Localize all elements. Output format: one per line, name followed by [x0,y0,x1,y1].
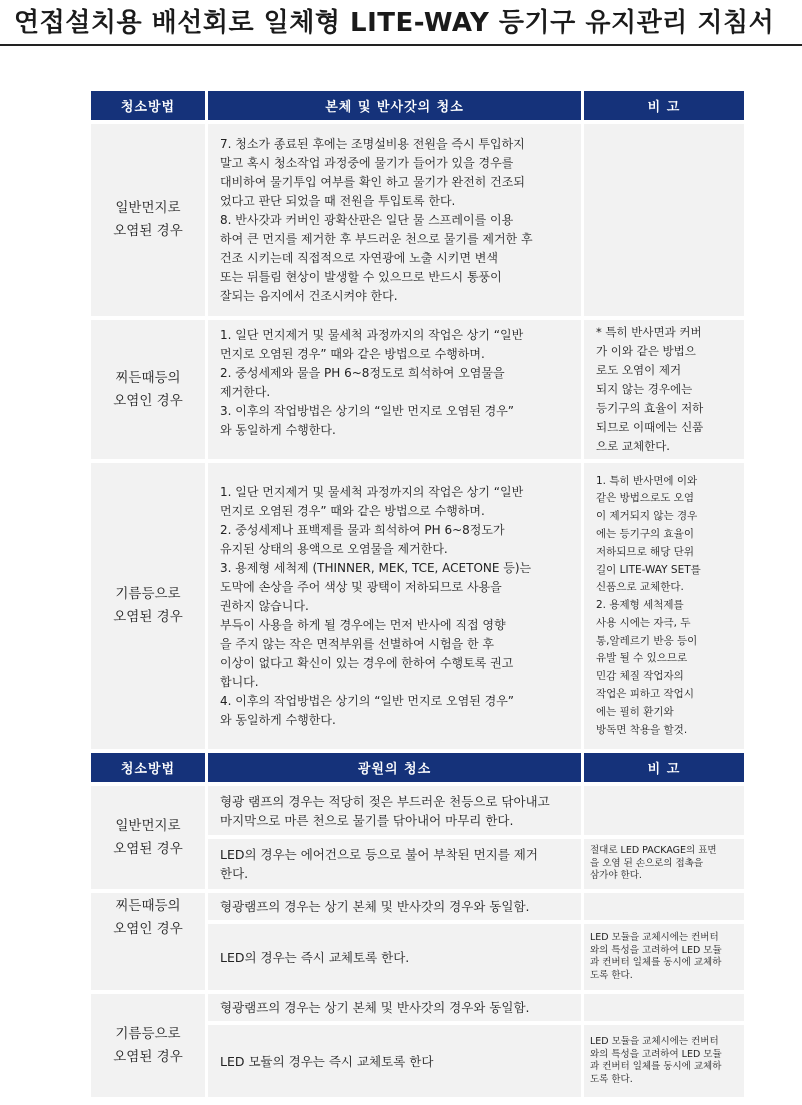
section2-header-note: 비 고 [584,753,744,782]
description-line: 대비하여 물기투입 여부를 확인 하고 물기가 완전히 건조되 [220,174,525,189]
description-cell [208,994,581,1021]
description-line: 하여 큰 먼지를 제거한 후 부드러운 천으로 물기를 제거한 후 [220,231,533,246]
description-line: 3. 용제형 세척제 (THINNER, MEK, TCE, ACETONE 등)는 [220,560,532,575]
note-line: 과 컨버터 일체를 동시에 교체하 [590,957,722,968]
note-line: 가 이와 같은 방법으 [596,344,696,358]
note-cell-empty [584,124,744,316]
note-line: 와의 특성을 고려하여 LED 모듈 [590,944,722,956]
note-line: 에는 등기구의 효율이 [596,527,694,540]
note-line: 길이 LITE-WAY SET를 [596,563,701,576]
cleaning-method-cell [91,124,205,316]
section2-header-light-source: 광원의 청소 [208,753,581,782]
note-line: 같은 방법으로도 오염 [596,492,694,505]
note-line: 도록 한다. [590,969,633,981]
description-line: 유지된 상태의 용액으로 오염물을 제거한다. [220,541,448,556]
cleaning-method-cell [91,994,205,1097]
description-line: 도막에 손상을 주어 색상 및 광택이 저하되므로 사용을 [220,579,502,594]
method-line: 찌든때등의 [115,369,181,386]
note-cell [584,839,744,889]
description-line: 형광 램프의 경우는 적당히 젖은 부드러운 천등으로 닦아내고 [220,793,550,809]
section1-header-note: 비 고 [584,91,744,120]
description-cell [208,463,581,749]
note-line: 에는 필히 환기와 [596,705,674,718]
description-line: 3. 이후의 작업방법은 상기의 “일반 먼지로 오염된 경우” [220,404,515,418]
method-line: 기름등으로 [115,1025,181,1042]
note-line: 사용 시에는 자극, 두 [596,616,691,629]
method-line: 오염된 경우 [113,609,183,625]
note-line: 을 오염 된 손으로의 접촉을 [590,857,704,869]
description-line: 한다. [220,866,249,881]
description-line: 형광램프의 경우는 상기 본체 및 반사갓의 경우와 동일함. [220,1000,530,1015]
note-line: LED 모듈을 교체시에는 컨버터 [590,1036,719,1047]
section1-header-body: 본체 및 반사갓의 청소 [208,91,581,120]
cleaning-method-cell [91,786,205,889]
description-cell [208,320,581,459]
description-line: 1. 일단 먼지제거 및 물세척 과정까지의 작업은 상기 “일반 [220,484,524,499]
cleaning-method-cell [91,320,205,459]
note-line: 통,알레르기 반응 등이 [596,634,698,647]
description-line: 와 동일하게 수행한다. [220,423,336,437]
description-line: 2. 중성세제나 표백제를 물과 희석하여 PH 6~8정도가 [220,522,505,537]
note-line: LED 모듈을 교체시에는 컨버터 [590,932,719,943]
note-line: 되지 않는 경우에는 [596,382,693,396]
description-line: 제거한다. [220,385,271,399]
note-line: 으로 교체한다. [596,439,670,453]
section1-row [91,124,744,316]
description-line: 을 주지 않는 작은 면적부위를 선별하여 시험을 한 후 [220,636,494,651]
method-line: 오염된 경우 [113,1048,183,1065]
method-line: 오염된 경우 [113,840,183,857]
description-line: 7. 청소가 종료된 후에는 조명설비용 전원을 즉시 투입하지 [220,136,525,151]
section1-row [91,320,744,459]
method-line: 오염된 경우 [113,223,183,239]
description-line: 합니다. [220,674,259,689]
description-line: 8. 반사갓과 커버인 광확산판은 일단 물 스프레이를 이용 [220,212,514,227]
description-line: 먼지로 오염된 경우” 때와 같은 방법으로 수행하며. [220,347,485,361]
note-cell-empty [584,994,744,1021]
section1-header-row [91,91,744,120]
maintenance-table [88,87,747,1101]
description-line: 었다고 판단 되었을 때 전원을 투입토록 한다. [220,193,456,208]
description-line: 4. 이후의 작업방법은 상기의 “일반 먼지로 오염된 경우” [220,693,515,708]
note-cell-empty [584,893,744,920]
note-line: * 특히 반사면과 커버 [596,325,702,339]
description-line: 부득이 사용을 하게 될 경우에는 먼저 반사에 직접 영향 [220,617,506,632]
note-cell [584,463,744,749]
description-line: 이상이 없다고 확신이 있는 경우에 한하여 수행토록 권고 [220,655,514,670]
note-line: 등기구의 효율이 저하 [596,401,704,415]
note-line: 1. 특히 반사면에 이와 [596,474,698,487]
description-line: 권하지 않습니다. [220,598,309,613]
description-cell [208,124,581,316]
note-line: 2. 용제형 세척제를 [596,599,684,612]
section2-row [91,893,744,920]
note-line: 로도 오염이 제거 [596,363,682,377]
method-line: 일반먼지로 [115,200,181,216]
note-cell [584,924,744,990]
cleaning-method-cell [91,463,205,749]
description-cell [208,924,581,990]
method-line: 찌든때등의 [115,898,181,914]
document-title: 연접설치용 배선회로 일체형 LITE-WAY 등기구 유지관리 지침서 [14,8,775,38]
note-cell [584,1025,744,1097]
description-line: 1. 일단 먼지제거 및 물세척 과정까지의 작업은 상기 “일반 [220,328,524,342]
note-line: 삼가야 한다. [590,870,642,882]
description-line: 와 동일하게 수행한다. [220,712,336,727]
note-line: 와의 특성을 고려하여 LED 모듈 [590,1048,722,1060]
description-cell [208,839,581,889]
note-line: 민감 체질 작업자의 [596,670,684,683]
section2-row [91,994,744,1021]
note-line: 저하되므로 해당 단위 [596,545,694,558]
note-line: 도록 한다. [590,1073,633,1085]
description-line: 마지막으로 마른 천으로 물기를 닦아내어 마무리 한다. [220,812,514,828]
description-line: 말고 혹시 청소작업 과정중에 물기가 들어가 있을 경우를 [220,155,514,170]
note-line: 작업은 피하고 작업시 [596,688,694,701]
description-line: LED 모듈의 경우는 즉시 교체토록 한다 [220,1053,434,1069]
method-line: 기름등으로 [115,586,181,602]
note-line: 방독면 착용을 할것. [596,723,688,736]
description-line: 또는 뒤틀림 현상이 발생할 수 있으므로 반드시 통풍이 [220,269,502,284]
description-line: LED의 경우는 에어건으로 등으로 불어 부착된 먼지를 제거 [220,847,538,862]
description-line: 잘되는 음지에서 건조시켜야 한다. [220,288,398,303]
method-line: 오염인 경우 [113,392,183,409]
note-line: 되므로 이때에는 신품 [596,420,704,434]
description-cell [208,1025,581,1097]
note-line: 과 컨버터 일체를 동시에 교체하 [590,1061,722,1072]
description-cell [208,893,581,920]
description-line: 2. 중성세제와 물을 PH 6~8정도로 희석하여 오염물을 [220,366,505,380]
note-line: 유발 될 수 있으므로 [596,652,688,665]
section2-row [91,786,744,835]
section1-header-method: 청소방법 [91,91,205,120]
method-line: 일반먼지로 [115,817,181,834]
section2-header-row [91,753,744,782]
note-line: 절대로 LED PACKAGE의 표면 [590,845,717,857]
note-cell [584,320,744,459]
description-line: LED의 경우는 즉시 교체토록 한다. [220,949,410,965]
description-line: 먼지로 오염된 경우” 때와 같은 방법으로 수행하며. [220,503,485,518]
title-underline [0,44,802,46]
cleaning-method-cell [91,893,205,990]
description-line: 건조 시키는데 직접적으로 자연광에 노출 시키면 변색 [220,250,498,265]
description-cell [208,786,581,835]
note-line: 신품으로 교체한다. [596,581,684,594]
section2-header-method: 청소방법 [91,753,205,782]
note-line: 이 제거되지 않는 경우 [596,510,698,523]
note-cell-empty [584,786,744,835]
method-line: 오염인 경우 [113,921,183,937]
section1-row [91,463,744,749]
description-line: 형광램프의 경우는 상기 본체 및 반사갓의 경우와 동일함. [220,899,530,914]
